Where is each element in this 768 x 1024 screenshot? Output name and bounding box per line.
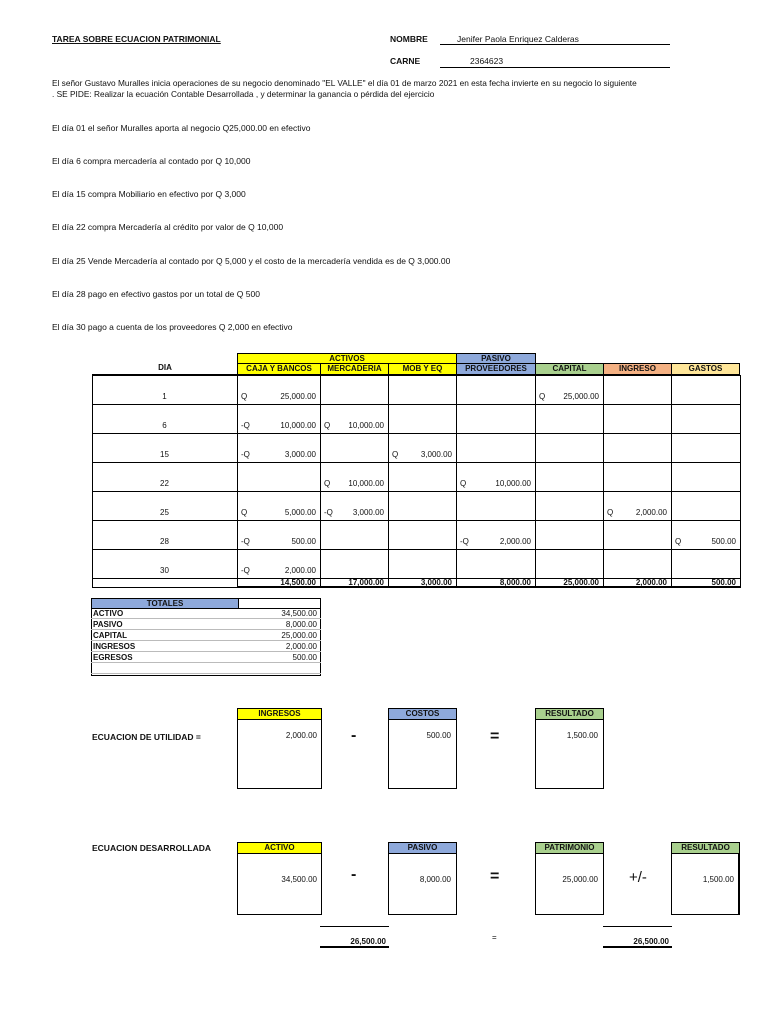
currency-sign: Q [241, 392, 248, 401]
utilidad-costos-value: 500.00 [426, 731, 451, 740]
desarrollada-pasivo-box [388, 853, 457, 915]
carne-label: CARNE [390, 56, 421, 66]
amount-value: 10,000.00 [348, 479, 384, 488]
utilidad-resultado-box [535, 719, 604, 789]
totales-label: PASIVO [93, 620, 123, 629]
amount-value: 25,000.00 [280, 392, 316, 401]
dia-value: 25 [160, 508, 169, 517]
currency-sign: -Q [460, 537, 469, 546]
column-header-caja: CAJA Y BANCOS [237, 363, 321, 375]
column-header-proveedores: PROVEEDORES [456, 363, 536, 375]
totales-label: EGRESOS [93, 653, 133, 662]
totales-divider [91, 629, 321, 630]
column-header-dia: DIA [92, 363, 238, 375]
desarrollada-label: ECUACION DESARROLLADA [92, 843, 211, 853]
totales-value: 500.00 [292, 653, 317, 662]
table-cell [456, 549, 536, 579]
plus-minus-sign: +/- [629, 869, 647, 886]
table-cell [388, 404, 457, 434]
transaction-item: El día 6 compra mercadería al contado por Q 10,000 [52, 156, 251, 166]
desarrollada-patrimonio-header: PATRIMONIO [535, 842, 604, 854]
currency-sign: Q [324, 421, 331, 430]
total-value: 14,500.00 [280, 578, 316, 587]
amount-value: 2,000.00 [499, 537, 531, 546]
total-value: 500.00 [711, 578, 736, 587]
column-header-mobyeq: MOB Y EQ [388, 363, 457, 375]
nombre-label: NOMBRE [390, 34, 428, 44]
page-title: TAREA SOBRE ECUACION PATRIMONIAL [52, 34, 221, 44]
table-cell [456, 375, 536, 405]
table-cell [237, 462, 321, 492]
desarrollada-resultado-value: 1,500.00 [702, 875, 734, 884]
right-total-value: 26,500.00 [633, 937, 669, 946]
totales-divider [91, 651, 321, 652]
dia-value: 30 [160, 566, 169, 575]
dia-value: 15 [160, 450, 169, 459]
currency-sign: -Q [324, 508, 333, 517]
desarrollada-pasivo-header: PASIVO [388, 842, 457, 854]
totales-label: CAPITAL [93, 631, 128, 640]
amount-value: 500.00 [711, 537, 736, 546]
dia-value: 28 [160, 537, 169, 546]
nombre-value: Jenifer Paola Enriquez Calderas [457, 34, 579, 44]
column-header-mercaderia: MERCADERIA [320, 363, 389, 375]
table-cell [671, 549, 741, 579]
totales-value: 8,000.00 [285, 620, 317, 629]
currency-sign: Q [460, 479, 467, 488]
column-header-gastos: GASTOS [671, 363, 740, 375]
transaction-item: El día 25 Vende Mercadería al contado por Q 5,000 y el costo de la mercadería vendida es de Q 3,000.00 [52, 256, 451, 266]
totales-value: 2,000.00 [285, 642, 317, 651]
table-cell [535, 462, 604, 492]
currency-sign: Q [607, 508, 614, 517]
currency-sign: -Q [241, 566, 250, 575]
equals-sign: = [490, 868, 500, 885]
equals-sign: = [490, 728, 500, 745]
table-cell [603, 520, 672, 550]
transaction-item: El día 22 compra Mercadería al crédito por valor de Q 10,000 [52, 222, 284, 232]
currency-sign: -Q [241, 450, 250, 459]
right-total-line [603, 926, 672, 927]
amount-value: 3,000.00 [420, 450, 452, 459]
table-cell [535, 491, 604, 521]
table-cell [388, 375, 457, 405]
table-cell [603, 404, 672, 434]
table-cell [456, 491, 536, 521]
desarrollada-activo-header: ACTIVO [237, 842, 322, 854]
table-cell [456, 404, 536, 434]
utilidad-resultado-header: RESULTADO [535, 708, 604, 720]
utilidad-resultado-value: 1,500.00 [566, 731, 598, 740]
table-cell [671, 462, 741, 492]
transaction-item: El día 30 pago a cuenta de los proveedores Q 2,000 en efectivo [52, 322, 293, 332]
totales-header: TOTALES [91, 598, 239, 609]
utilidad-ingresos-header: INGRESOS [237, 708, 322, 720]
left-total-double-line [320, 946, 389, 948]
table-cell [603, 375, 672, 405]
utilidad-label: ECUACION DE UTILIDAD = [92, 732, 201, 742]
totales-label: ACTIVO [93, 609, 124, 618]
dia-value: 22 [160, 479, 169, 488]
table-cell [535, 404, 604, 434]
currency-sign: Q [392, 450, 399, 459]
table-cell [320, 549, 389, 579]
table-cell [603, 549, 672, 579]
totales-label: INGRESOS [93, 642, 136, 651]
totales-divider [91, 640, 321, 641]
desarrollada-resultado-box [671, 853, 740, 915]
table-cell [456, 433, 536, 463]
minus-sign: - [351, 727, 357, 744]
transaction-item: El día 15 compra Mobiliario en efectivo por Q 3,000 [52, 189, 246, 199]
table-cell [320, 375, 389, 405]
desarrollada-resultado-header: RESULTADO [671, 842, 740, 854]
desarrollada-patrimonio-box [535, 853, 604, 915]
currency-sign: -Q [241, 421, 250, 430]
desarrollada-activo-box [237, 853, 322, 915]
amount-value: 10,000.00 [348, 421, 384, 430]
amount-value: 10,000.00 [495, 479, 531, 488]
carne-value: 2364623 [470, 56, 504, 66]
amount-value: 10,000.00 [280, 421, 316, 430]
currency-sign: Q [324, 479, 331, 488]
left-total-value: 26,500.00 [350, 937, 386, 946]
currency-sign: Q [241, 508, 248, 517]
currency-sign: Q [539, 392, 546, 401]
utilidad-costos-header: COSTOS [388, 708, 457, 720]
table-cell [603, 433, 672, 463]
totales-divider [91, 662, 321, 663]
dia-value: 1 [162, 392, 167, 401]
column-header-capital: CAPITAL [535, 363, 604, 375]
total-value: 25,000.00 [563, 578, 599, 587]
amount-value: 2,000.00 [635, 508, 667, 517]
table-cell [388, 462, 457, 492]
total-value: 3,000.00 [420, 578, 452, 587]
table-cell [671, 404, 741, 434]
small-equals-sign: = [492, 933, 497, 942]
transaction-item: El día 28 pago en efectivo gastos por un total de Q 500 [52, 289, 260, 299]
utilidad-ingresos-value: 2,000.00 [285, 731, 317, 740]
totales-divider [91, 618, 321, 619]
utilidad-ingresos-box [237, 719, 322, 789]
utilidad-costos-box [388, 719, 457, 789]
activos-group-header: ACTIVOS [237, 353, 457, 364]
total-value: 17,000.00 [348, 578, 384, 587]
right-total-double-line [603, 946, 672, 948]
table-cell [388, 491, 457, 521]
totales-divider [91, 673, 321, 674]
amount-value: 5,000.00 [284, 508, 316, 517]
amount-value: 500.00 [291, 537, 316, 546]
total-value: 8,000.00 [499, 578, 531, 587]
total-value: 2,000.00 [635, 578, 667, 587]
totales-value: 25,000.00 [281, 631, 317, 640]
table-cell [535, 520, 604, 550]
amount-value: 2,000.00 [284, 566, 316, 575]
totales-value: 34,500.00 [281, 609, 317, 618]
currency-sign: -Q [241, 537, 250, 546]
table-cell [671, 433, 741, 463]
nombre-underline [440, 44, 670, 45]
desarrollada-activo-value: 34,500.00 [281, 875, 317, 884]
transaction-item: El día 01 el señor Muralles aporta al negocio Q25,000.00 en efectivo [52, 123, 311, 133]
left-total-line [320, 926, 389, 927]
table-cell [671, 491, 741, 521]
dia-value: 6 [162, 421, 167, 430]
minus-sign: - [351, 866, 357, 883]
table-cell [671, 375, 741, 405]
table-cell [535, 433, 604, 463]
table-cell [320, 520, 389, 550]
desarrollada-pasivo-value: 8,000.00 [419, 875, 451, 884]
table-cell [535, 549, 604, 579]
table-cell [388, 549, 457, 579]
currency-sign: Q [675, 537, 682, 546]
amount-value: 3,000.00 [352, 508, 384, 517]
intro-line-1: El señor Gustavo Muralles inicia operaciones de su negocio denominado "EL VALLE" el día 01 de marzo 2021 en esta fecha invierte en su negocio lo siguiente [52, 78, 637, 88]
carne-underline [440, 67, 670, 68]
desarrollada-patrimonio-value: 25,000.00 [562, 875, 598, 884]
column-header-ingreso: INGRESO [603, 363, 672, 375]
intro-line-2: . SE PIDE: Realizar la ecuación Contable Desarrollada , y determinar la ganancia o pérdida del ejercicio [52, 89, 435, 99]
table-cell [388, 520, 457, 550]
amount-value: 25,000.00 [563, 392, 599, 401]
pasivo-group-header: PASIVO [456, 353, 536, 364]
table-cell [603, 462, 672, 492]
amount-value: 3,000.00 [284, 450, 316, 459]
table-cell [320, 433, 389, 463]
